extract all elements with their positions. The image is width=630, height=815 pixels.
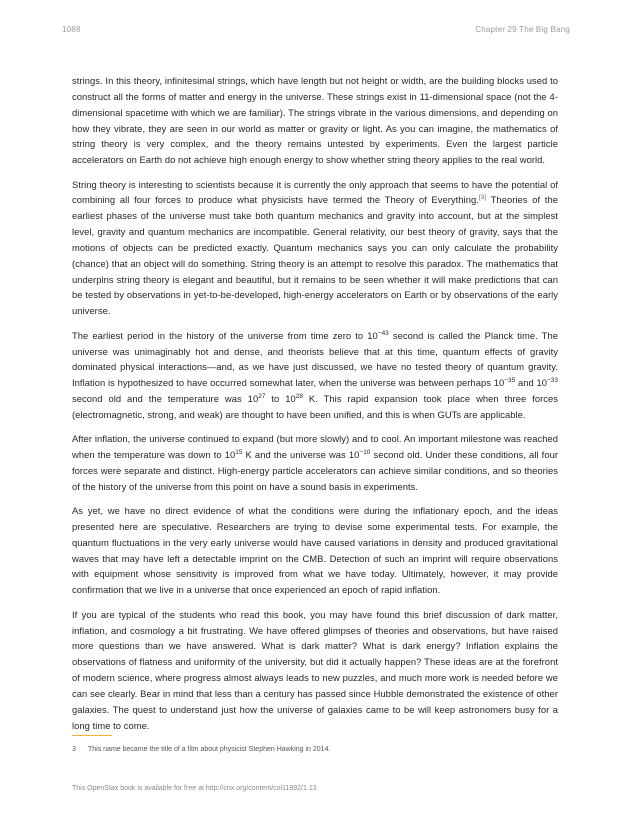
- paragraph-2-text-b: Theories of the earliest phases of the universe must take both quantum mechanics and gravity into account, but at the simplest level, gravity and quantum mechanics are incompatible. General relativity, our best theory of gravity, says that the motions of objects can be predicted exactly. Quantum mechanics says you can only calculate the probability (chance) that an object will do something. String theory is an attempt to resolve this paradox. The mathematics that underpins string theory is elegant and beautiful, but it remains to be seen whether it will make predictions that can be tested by observations in yet-to-be-developed, high-energy accelerators on Earth or by observations of the early universe.: [72, 194, 558, 317]
- chapter-title: Chapter 29 The Big Bang: [475, 25, 570, 34]
- paragraph-3-text-c: and 10: [515, 377, 547, 389]
- exponent: 28: [295, 393, 303, 401]
- paragraph-2: [72, 177, 558, 320]
- paragraph-3-text-a: The earliest period in the history of the universe from time zero to 10: [72, 329, 378, 341]
- paragraph-3: [72, 328, 558, 423]
- page-body: [72, 73, 558, 742]
- page-footer: This OpenStax book is available for free at http://cnx.org/content/col11992/1.13: [72, 785, 317, 792]
- footnote: [72, 746, 330, 753]
- paragraph-5: As yet, we have no direct evidence of what the conditions were during the inflationary epoch, and the ideas presented here are speculative. Researchers are trying to devise some experimental tests. For example, the quantum fluctuations in the very early universe would have caused variations in density and produced gravitational waves that may have left a detectable imprint on the CMB. Detection of such an imprint will require observations with equipment whose sensitivity is improved from what we have today. Ultimately, however, it may provide confirmation that we live in a universe that once experienced an epoch of rapid inflation.: [72, 505, 558, 596]
- paragraph-1: strings. In this theory, infinitesimal strings, which have length but not height or width, are the building blocks used to construct all the forms of matter and energy in the universe. These strings exist in 11-dimensional space (not the 4-dimensional spacetime with which we are familiar). The strings vibrate in the various dimensions, and depending on how they vibrate, they are seen in our world as matter or gravity or light. As you can imagine, the mathematics of string theory is very complex, and the theory remains untested by experiments. Even the largest particle accelerators on Earth do not achieve high enough energy to show whether string theory applies to the real world.: [72, 75, 558, 166]
- exponent: −35: [504, 377, 516, 385]
- footnote-divider: [72, 735, 112, 736]
- footnote-number: 3: [72, 746, 76, 753]
- footnote-ref-3[interactable]: [3]: [478, 194, 487, 202]
- paragraph-6: If you are typical of the students who read this book, you may have found this brief discussion of dark matter, inflation, and cosmology a bit frustrating. We have offered glimpses of theories and observations, but have raised more questions than we have answered. What is dark matter? What is dark energy? Inflation explains the observations of flatness and uniformity of the university, but did it actually happen? These ideas are at the forefront of modern science, where progress almost always leads to new puzzles, and much more work is needed before we can see clearly. Bear in mind that less than a century has passed since Hubble demonstrated the existence of other galaxies. The quest to understand just how the universe of galaxies came to be will keep astronomers busy for a long time to come.: [72, 608, 558, 731]
- paragraph-4: [72, 431, 558, 494]
- paragraph-3-text-f: K. This rapid expansion took place when three forces (electromagnetic, strong, and weak) are thought to have been unified, and this is when GUTs are applicable.: [72, 393, 558, 420]
- exponent: −43: [377, 329, 389, 337]
- paragraph-4-text-a: After inflation, the universe continued to expand (but more slowly) and to cool. An important milestone was reached when the temperature was down to 10: [72, 433, 558, 461]
- footnote-text: This name became the title of a film about physicist Stephen Hawking in 2014.: [88, 746, 331, 753]
- paragraph-3-text-d: second old and the temperature was 10: [72, 393, 259, 405]
- exponent: 27: [258, 393, 266, 401]
- exponent: 15: [235, 449, 243, 457]
- paragraph-4-text-c: second old. Under these conditions, all four forces were separate and distinct. High-energy particle accelerators can achieve similar conditions, and so theories of the history of the universe from this point on have a sound basis in experiments.: [72, 449, 559, 492]
- page-number: 1088: [62, 25, 81, 34]
- paragraph-3-text-b: second is called the Planck time. The universe was unimaginably hot and dense, and theorists believe that at this time, quantum effects of gravity dominated physical interactions—and, as we have just discussed, we have no tested theory of quantum gravity. Inflation is hypothesized to have occurred somewhat later, when the universe was between perhaps 10: [72, 329, 558, 389]
- exponent: −10: [359, 449, 371, 457]
- paragraph-4-text-b: K and the universe was 10: [242, 449, 360, 461]
- paragraph-3-text-e: to 10: [265, 393, 296, 405]
- exponent: −33: [547, 377, 558, 385]
- paragraph-2-text-a: String theory is interesting to scientists because it is currently the only approach that seems to have the potential of combining all four forces to produce what physicists have termed the Theory of Everything.: [72, 178, 558, 206]
